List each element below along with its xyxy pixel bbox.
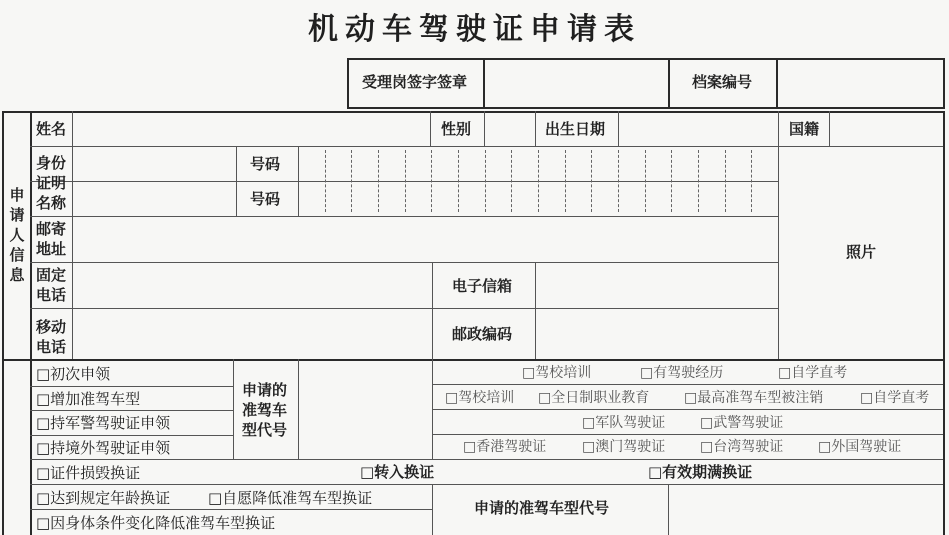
option-row4-foreign-license[interactable]: □外国驾驶证 [818,439,902,455]
digit-separator [538,150,539,212]
digit-separator [591,150,592,212]
voluntary-downgrade-checkbox[interactable]: □自愿降低准驾车型换证 [208,489,373,507]
id-number-label-1: 号码 [250,155,281,173]
gender-field[interactable] [486,113,534,145]
option-row1-driving-experience[interactable]: □有驾驶经历 [640,365,724,381]
photo-label: 照片 [846,243,877,261]
email-field[interactable] [537,264,777,307]
option-row4-hongkong-license[interactable]: □香港驾驶证 [463,439,547,455]
landline-field[interactable] [74,264,430,307]
first-apply-checkbox[interactable]: □初次申领 [36,365,111,383]
mobile-label-line1: 移动 [36,318,67,336]
overseas-license-checkbox[interactable]: □持境外驾驶证申领 [36,439,171,457]
military-police-license-checkbox[interactable]: □持军警驾驶证申领 [36,414,171,432]
vehicle-code-label-line3: 型代号 [242,421,288,439]
landline-label-line1: 固定 [36,266,67,284]
expiry-renewal-checkbox[interactable]: □有效期满换证 [648,463,753,481]
digit-separator [431,150,432,212]
option-row4-macau-license[interactable]: □澳门驾驶证 [582,439,666,455]
digit-separator [405,150,406,212]
gender-label: 性别 [441,120,472,138]
digit-separator [351,150,352,212]
age-reached-checkbox[interactable]: □达到规定年龄换证 [36,489,171,507]
file-number-label: 档案编号 [692,73,753,91]
applicant-section-label: 申请人信息 [9,186,25,284]
id-doc-label-line1: 身份 [36,154,67,172]
option-row2-license-cancelled[interactable]: □最高准驾车型被注销 [684,390,824,406]
option-row1-driving-school[interactable]: □驾校培训 [522,365,592,381]
email-label: 电子信箱 [452,277,513,295]
id-number-label-2: 号码 [250,190,281,208]
digit-separator [698,150,699,212]
option-row3-army-license[interactable]: □军队驾驶证 [582,415,666,431]
digit-separator [671,150,672,212]
nationality-field[interactable] [831,113,941,145]
option-row2-driving-school[interactable]: □驾校培训 [445,390,515,406]
postcode-label: 邮政编码 [452,325,513,343]
id-number-digit-boxes[interactable] [298,146,778,216]
address-label-line1: 邮寄 [36,220,67,238]
add-vehicle-type-checkbox[interactable]: □增加准驾车型 [36,390,141,408]
name-label: 姓名 [36,120,67,138]
health-downgrade-checkbox[interactable]: □因身体条件变化降低准驾车型换证 [36,514,276,532]
digit-separator [565,150,566,212]
digit-separator [325,150,326,212]
digit-separator [645,150,646,212]
digit-separator [725,150,726,212]
vehicle-code-label-line2: 准驾车 [242,401,288,419]
file-number-field[interactable] [779,61,941,106]
vehicle-code-label-bottom: 申请的准驾车型代号 [474,499,610,517]
birth-date-field[interactable] [620,113,776,145]
transfer-in-checkbox[interactable]: □转入换证 [360,463,435,481]
id-doc-label-line3: 名称 [36,194,67,212]
vehicle-code-label-line1: 申请的 [242,381,288,399]
id-doc-name-field-1[interactable] [74,148,234,180]
vehicle-code-field[interactable] [300,361,430,457]
option-row2-vocational-education[interactable]: □全日制职业教育 [538,390,650,406]
name-field[interactable] [74,113,428,145]
digit-separator [618,150,619,212]
digit-separator [751,150,752,212]
id-doc-label-line2: 证明 [36,174,67,192]
digit-separator [485,150,486,212]
page-title: 机动车驾驶证申请表 [308,12,641,47]
option-row2-self-study[interactable]: □自学直考 [860,390,930,406]
postcode-field[interactable] [537,310,777,358]
damaged-license-checkbox[interactable]: □证件损毁换证 [36,464,141,482]
option-row1-self-study[interactable]: □自学直考 [778,365,848,381]
option-row3-armed-police-license[interactable]: □武警驾驶证 [700,415,784,431]
id-doc-name-field-2[interactable] [74,183,234,215]
landline-label-line2: 电话 [36,286,67,304]
signature-label: 受理岗签字签章 [362,73,468,91]
photo-box[interactable] [780,148,942,358]
option-row4-taiwan-license[interactable]: □台湾驾驶证 [700,439,784,455]
mobile-field[interactable] [74,310,430,358]
birth-date-label: 出生日期 [545,120,606,138]
digit-separator [458,150,459,212]
signature-field[interactable] [486,61,666,106]
nationality-label: 国籍 [789,120,820,138]
vehicle-code-field-bottom[interactable] [670,486,942,535]
address-field[interactable] [74,218,776,261]
digit-separator [511,150,512,212]
address-label-line2: 地址 [36,240,67,258]
digit-separator [378,150,379,212]
mobile-label-line2: 电话 [36,338,67,356]
